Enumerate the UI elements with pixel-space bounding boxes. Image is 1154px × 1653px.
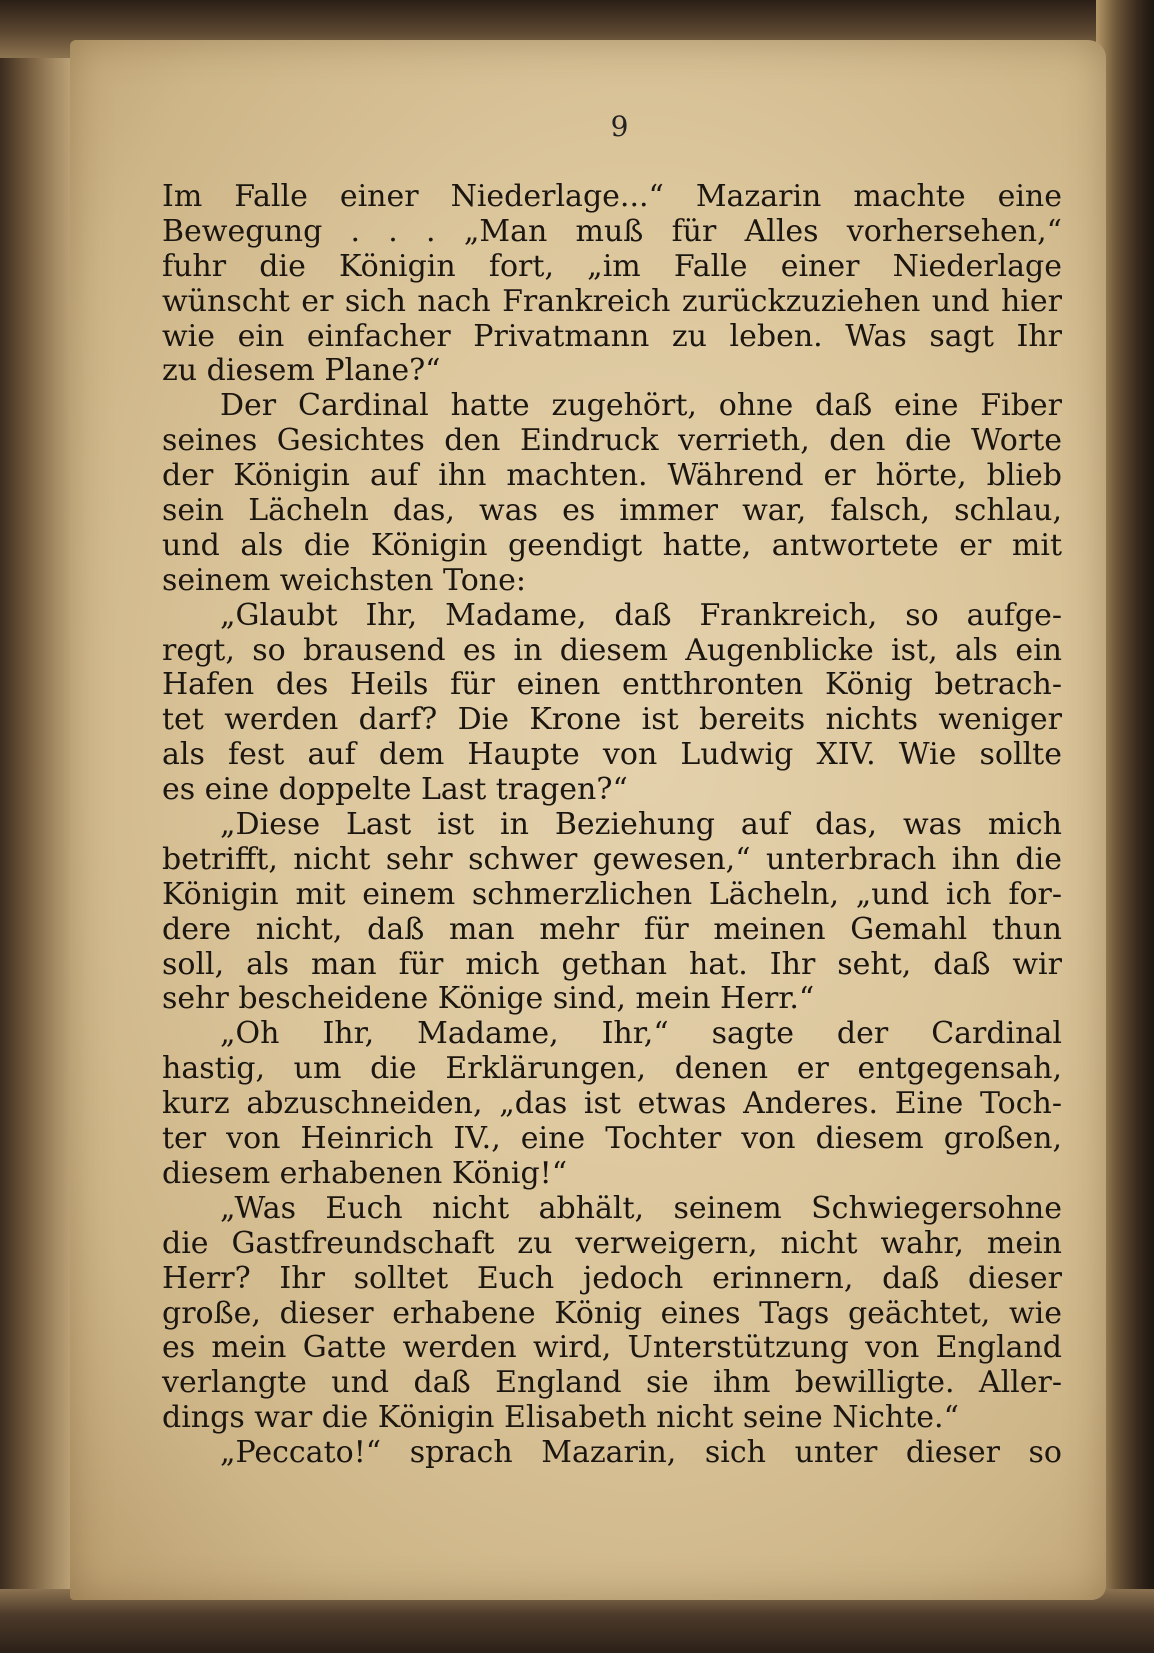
text-line: „Oh Ihr, Madame, Ihr,“ sagte der Cardinal: [220, 1016, 1062, 1052]
text-line: betrifft, nicht sehr schwer gewesen,“ unterbrach ihn die: [162, 841, 1062, 877]
text-line: sehr bescheidene Könige sind, mein Herr.“: [162, 981, 815, 1017]
text-line: kurz abzuschneiden, „das ist etwas Anderes. Eine Toch-: [162, 1086, 1062, 1122]
text-line: tet werden darf? Die Krone ist bereits nichts weniger: [162, 702, 1062, 738]
text-line: sein Lächeln das, was es immer war, falsch, schlau,: [162, 493, 1062, 529]
text-line: Bewegung . . . „Man muß für Alles vorhersehen,“: [162, 213, 1062, 249]
text-line: wünscht er sich nach Frankreich zurückzuziehen und hier: [162, 283, 1062, 319]
book-spine-edge: [0, 0, 78, 1653]
text-line: verlangte und daß England sie ihm bewilligte. Aller-: [162, 1365, 1062, 1401]
page-number: 9: [610, 110, 630, 143]
text-line: Herr? Ihr solltet Euch jedoch erinnern, daß dieser: [162, 1260, 1062, 1296]
text-line: „Peccato!“ sprach Mazarin, sich unter dieser so: [220, 1435, 1062, 1471]
text-line: hastig, um die Erklärungen, denen er entgegensah,: [162, 1051, 1062, 1087]
text-line: dings war die Königin Elisabeth nicht seine Nichte.“: [162, 1400, 959, 1436]
text-line: fuhr die Königin fort, „im Falle einer Niederlage: [162, 248, 1062, 284]
text-line: große, dieser erhabene König eines Tags geächtet, wie: [162, 1295, 1062, 1331]
text-line: „Diese Last ist in Beziehung auf das, was mich: [220, 807, 1062, 843]
text-line: soll, als man für mich gethan hat. Ihr seht, daß wir: [162, 946, 1062, 982]
text-line: zu diesem Plane?“: [162, 353, 441, 389]
text-line: Im Falle einer Niederlage...“ Mazarin machte eine: [162, 179, 1062, 214]
text-line: seines Gesichtes den Eindruck verrieth, den die Worte: [162, 423, 1062, 459]
text-line: regt, so brausend es in diesem Augenblicke ist, als ein: [162, 632, 1062, 668]
text-line: es eine doppelte Last tragen?“: [162, 772, 628, 808]
text-line: der Königin auf ihn machten. Während er hörte, blieb: [162, 458, 1062, 494]
text-line: die Gastfreundschaft zu verweigern, nicht wahr, mein: [162, 1225, 1062, 1261]
text-line: diesem erhabenen König!“: [162, 1155, 568, 1191]
text-line: Hafen des Heils für einen entthronten König betrach-: [162, 667, 1062, 703]
text-line: wie ein einfacher Privatmann zu leben. Was sagt Ihr: [162, 318, 1062, 354]
text-line: ter von Heinrich IV., eine Tochter von diesem großen,: [162, 1121, 1062, 1157]
text-line: dere nicht, daß man mehr für meinen Gemahl thun: [162, 911, 1062, 947]
text-line: und als die Königin geendigt hatte, antwortete er mit: [162, 527, 1062, 563]
book-page: [70, 40, 1106, 1600]
text-line: Der Cardinal hatte zugehört, ohne daß eine Fiber: [220, 388, 1062, 424]
text-line: „Was Euch nicht abhält, seinem Schwiegersohne: [220, 1190, 1062, 1226]
text-line: es mein Gatte werden wird, Unterstützung von England: [162, 1330, 1062, 1366]
text-line: Königin mit einem schmerzlichen Lächeln, „und ich for-: [162, 876, 1062, 912]
text-line: „Glaubt Ihr, Madame, daß Frankreich, so aufge-: [220, 597, 1062, 633]
page-text-block: [162, 180, 1062, 1471]
text-line: seinem weichsten Tone:: [162, 562, 526, 598]
text-line: als fest auf dem Haupte von Ludwig XIV. Wie sollte: [162, 737, 1062, 773]
